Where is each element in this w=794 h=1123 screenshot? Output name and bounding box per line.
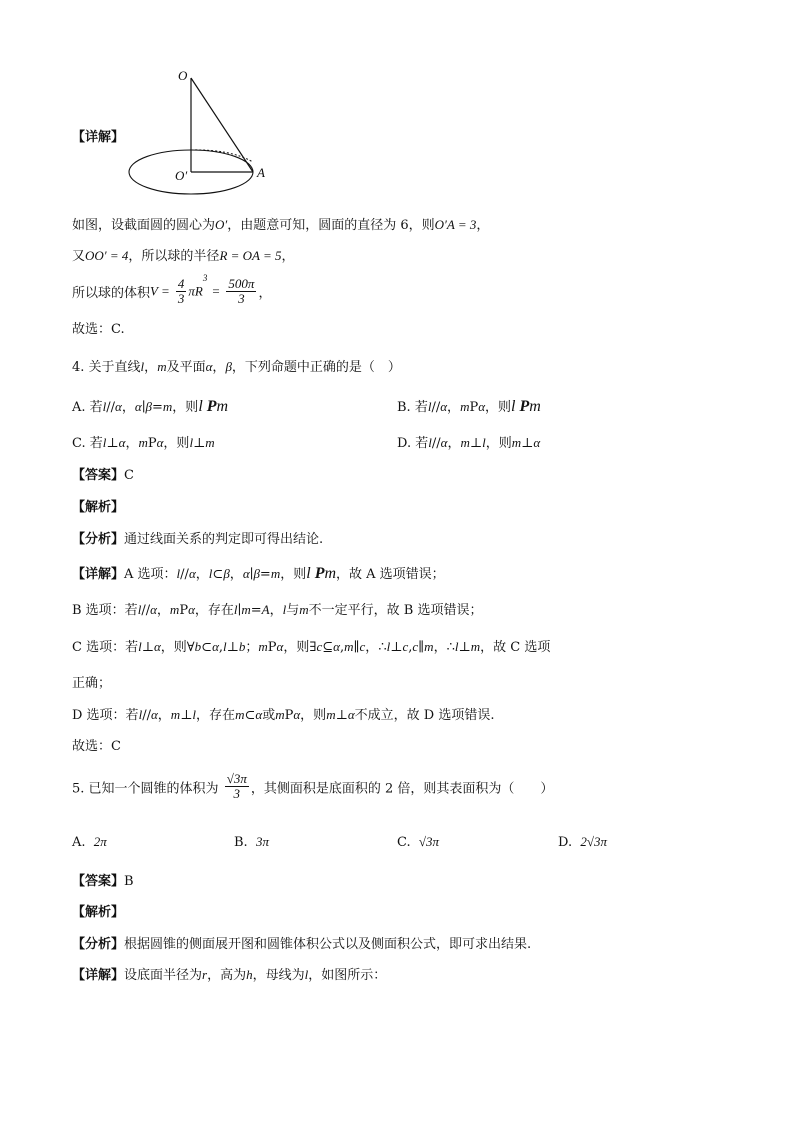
q5-stem-a: 5. 已知一个圆锥的体积为: [72, 781, 219, 797]
q4-dC-b: ，则: [160, 640, 187, 655]
q4-optB-tail: ，则: [485, 400, 512, 415]
q5-optB-label: B.: [234, 835, 248, 850]
q3-line3-a: 所以球的体积: [72, 286, 151, 301]
q3-ooprime: OO′ = 4: [85, 248, 129, 263]
q4-optD: D. 若l//α，m⊥l，则m⊥α: [397, 435, 541, 451]
q3-oprime: O′: [215, 217, 228, 232]
q4-dA-b: ，则: [280, 567, 307, 582]
q5-optA: [72, 834, 107, 850]
q4-stem: 4. 关于直线l，m及平面α，β，下列命题中正确的是（ ）: [72, 359, 401, 375]
q4-analysis-tag: 【解析】: [72, 500, 125, 515]
q5-optA-value: 2π: [93, 834, 107, 849]
q4-detail-A: 【详解】A 选项：l//α，l⊂β，α∣β=m，则l Pm，故 A 选项错误；: [72, 565, 445, 582]
q5-optB: [234, 834, 269, 850]
sphere-section-figure: [120, 60, 290, 195]
q4-answer: [72, 464, 134, 483]
label-Oprime: O′: [175, 168, 188, 183]
q5-fenxi-tag: 【分析】: [72, 937, 125, 952]
q5-optB-value: 3π: [255, 834, 269, 849]
q4-detail-B: B 选项：若l//α，mPα，存在l∣m=A，l与m不一定平行，故 B 选项错误；: [72, 602, 483, 618]
q5-volume-den: 3: [233, 786, 241, 802]
q5-optC-value: √3π: [418, 834, 440, 849]
q4-dD-c: 或: [262, 708, 276, 723]
q3-frac1-num: 4: [177, 275, 185, 291]
q4-stem-a: 4. 关于直线: [72, 360, 141, 375]
q5-stem: [72, 772, 553, 802]
q4-dB-c: 与: [286, 603, 300, 618]
q4-answer-value: C: [124, 468, 134, 483]
q4-dD-d: ，则: [300, 708, 327, 723]
q3-frac2-num: 500π: [228, 275, 255, 291]
q3-line2: 又OO′ = 4，所以球的半径R = OA = 5，: [72, 248, 295, 264]
q3-oprime-a: O′A = 3: [434, 217, 477, 232]
q5-detail-a: 设底面半径为: [124, 968, 203, 983]
q3-frac1-den: 3: [177, 291, 185, 306]
q5-volume-frac: [225, 772, 249, 802]
q5-fenxi-text: 根据圆锥的侧面展开图和圆锥体积公式以及侧面积公式，即可求出结果.: [124, 937, 532, 952]
q4-optA-tail: ，则: [172, 400, 199, 415]
q4-stem-c: ，下列命题中正确的是（ ）: [231, 360, 401, 375]
q5-detail-b: ，高为: [207, 968, 247, 983]
q5-volume-num: √3π: [226, 771, 247, 786]
q4-dA-a: A 选项：: [124, 567, 177, 582]
q4-detail-tag: 【详解】: [72, 567, 125, 582]
q5-optD-label: D.: [558, 835, 573, 850]
q3-frac2-den: 3: [238, 291, 245, 306]
q4-dA-c: ，故 A 选项错误；: [336, 567, 445, 582]
q4-dC-e: ，故 C 选项: [480, 640, 551, 655]
q4-fenxi-tag: 【分析】: [72, 532, 125, 547]
q5-answer-tag: 【答案】: [72, 874, 125, 889]
q5-detail-tag: 【详解】: [72, 968, 125, 983]
q5-stem-b: ，其侧面积是底面积的 2 倍，则其表面积为（ ）: [250, 781, 554, 797]
q5-detail: 【详解】设底面半径为r，高为h，母线为l，如图所示：: [72, 967, 387, 983]
q4-dC-c: ；: [245, 640, 259, 655]
q3-choose: 故选：C.: [72, 322, 125, 337]
q5-detail-d: ，如图所示：: [308, 968, 387, 983]
label-A: A: [257, 165, 265, 180]
q3-frac1: [176, 277, 187, 307]
q4-detail-C: C 选项：若l⊥α，则∀b⊂α,l⊥b；mPα，则∃c⊆α,m∥c，∴l⊥c,c∥m，∴l⊥m，故 C 选项: [72, 639, 551, 655]
q4-optC-label: C. 若: [72, 436, 103, 451]
q4-optD-label: D. 若: [397, 436, 429, 451]
q4-choose: 故选：C: [72, 739, 121, 754]
q3-radius: R = OA = 5: [219, 248, 282, 263]
q4-optA: A. 若l//α，α∣β=m，则l Pm: [72, 398, 229, 415]
q5-answer: [72, 870, 134, 889]
q4-dB-a: B 选项：若: [72, 603, 138, 618]
q4-optA-label: A. 若: [72, 400, 103, 415]
q3-line3: 所以球的体积V = $\frac{4}{3}$ $\pi R^3$ = $\frac{500\pi}{3}$ ，: [72, 273, 272, 306]
q3-frac2: [226, 277, 256, 307]
q4-optD-tail: ，则: [485, 436, 512, 451]
q5-answer-value: B: [124, 874, 134, 889]
q5-optD: [558, 834, 607, 850]
q3-line1-b: ，由题意可知，圆面的直径为 6，则: [227, 218, 435, 233]
q4-optB: B. 若l//α，mPα，则l Pm: [397, 398, 541, 415]
label-O: O: [178, 68, 188, 83]
q3-pir: πR: [188, 283, 203, 299]
q4-dD-e: 不成立，故 D 选项错误.: [354, 708, 495, 723]
q4-stem-b: 及平面: [166, 360, 206, 375]
q4-optC: C. 若l⊥α，mPα，则l⊥m: [72, 435, 215, 451]
q5-optD-value: 2√3π: [580, 834, 608, 849]
q3-line2-c: ，所以球的半径: [128, 249, 220, 264]
q4-dD-b: ，存在: [196, 708, 236, 723]
q4-dD-a: D 选项：若: [72, 708, 139, 723]
q4-dC-a: C 选项：若: [72, 640, 139, 655]
q3-eq: =: [211, 283, 221, 299]
q4-optB-label: B. 若: [397, 400, 428, 415]
q5-fenxi: [72, 933, 531, 952]
q5-optA-label: A.: [72, 835, 86, 850]
q4-dB-d: 不一定平行，故 B 选项错误；: [308, 603, 483, 618]
q4-detail-C2: 正确；: [72, 676, 112, 691]
q5-optC-label: C.: [397, 835, 411, 850]
q3-detail-tag: 【详解】: [72, 130, 125, 145]
q4-fenxi-text: 通过线面关系的判定即可得出结论.: [124, 532, 324, 547]
q3-v: V =: [150, 283, 170, 299]
q4-fenxi: [72, 528, 323, 547]
q4-detail-D: D 选项：若l//α，m⊥l，存在m⊂α或mPα，则m⊥α不成立，故 D 选项错误.: [72, 707, 495, 723]
q5-optC: [397, 834, 439, 850]
q5-detail-c: ，母线为: [252, 968, 305, 983]
q3-line1: 如图，设截面圆的圆心为O′，由题意可知，圆面的直径为 6，则O′A = 3，: [72, 217, 490, 233]
q4-answer-tag: 【答案】: [72, 468, 125, 483]
q5-analysis-tag: 【解析】: [72, 905, 125, 920]
q4-dB-b: ，存在: [194, 603, 234, 618]
q4-optC-tail: ，则: [163, 436, 190, 451]
q3-line1-text: 如图，设截面圆的圆心为: [72, 218, 216, 233]
q3-line2-a: 又: [72, 249, 86, 264]
q4-dC-d: ，则: [283, 640, 310, 655]
